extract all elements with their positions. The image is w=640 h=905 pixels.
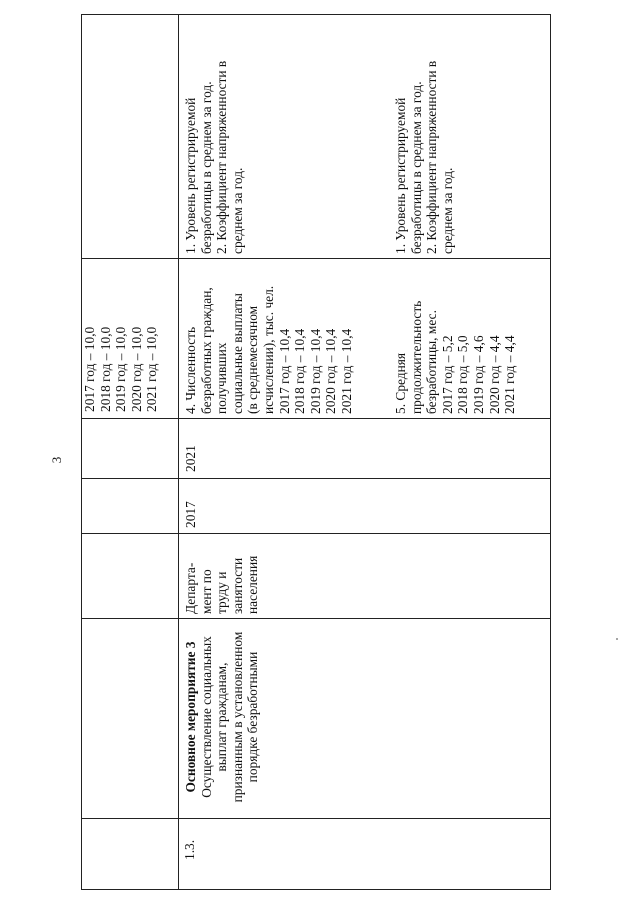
measure-text-line: выплат гражданам, — [214, 662, 230, 772]
measure-text-line: признанным в установленном — [229, 631, 245, 803]
executor: Департа- мент по труду и занятости населения — [183, 555, 261, 614]
col-line — [81, 618, 551, 619]
measure-title: Основное мероприятие 3 — [183, 641, 198, 793]
scan-speck — [616, 638, 618, 640]
table-border-left — [81, 14, 82, 890]
indicator-5: 5. Средняя продолжительность безработицы, мес. 2017 год – 5,2 2018 год – 5,0 2019 год – 4,6 2020 год – 4,4 2021 год – 4,4 — [393, 300, 518, 414]
measure-text-line: порядке безработными — [245, 651, 261, 783]
table-border-right — [550, 14, 551, 890]
value-line: 2017 год – 10,0 — [82, 326, 97, 412]
measure-text-line: Осуществление социальных — [198, 636, 214, 798]
row-number: 1.3. — [182, 839, 197, 860]
col-line — [81, 258, 551, 259]
value-line: 2020 год – 10,0 — [128, 326, 144, 412]
value-line: 2019 год – 10,0 — [113, 326, 129, 412]
indicator-4: 4. Численность безработных граждан, получивших социальные выплаты (в среднемесячном исчислении), тыс. чел. 2017 год – 10,4 2018 год – 10,4 2019 год – 10,4 2020 год – 10,4 2021 год – 10,4 — [183, 285, 354, 414]
col-line — [81, 818, 551, 819]
page-number: 3 — [49, 456, 64, 464]
value-line: 2021 год – 10,0 — [144, 326, 160, 412]
targets-indicator-4: 1. Уровень регистрируемой безработицы в среднем за год. 2. Коэффициент напряженности в среднем за год. — [183, 60, 245, 254]
col-line — [81, 533, 551, 534]
prev-row-indicator-values — [82, 260, 160, 412]
table-border-bottom — [81, 889, 551, 890]
table-border-top — [81, 14, 551, 15]
row-divider — [178, 14, 179, 890]
col-line — [81, 418, 551, 419]
end-year: 2021 — [183, 445, 198, 472]
col-line — [81, 478, 551, 479]
value-line: 2018 год – 10,0 — [97, 326, 113, 412]
targets-indicator-5: 1. Уровень регистрируемой безработицы в среднем за год. 2. Коэффициент напряженности в среднем за год. — [393, 60, 455, 254]
start-year: 2017 — [183, 501, 198, 528]
measure-description — [183, 620, 261, 814]
